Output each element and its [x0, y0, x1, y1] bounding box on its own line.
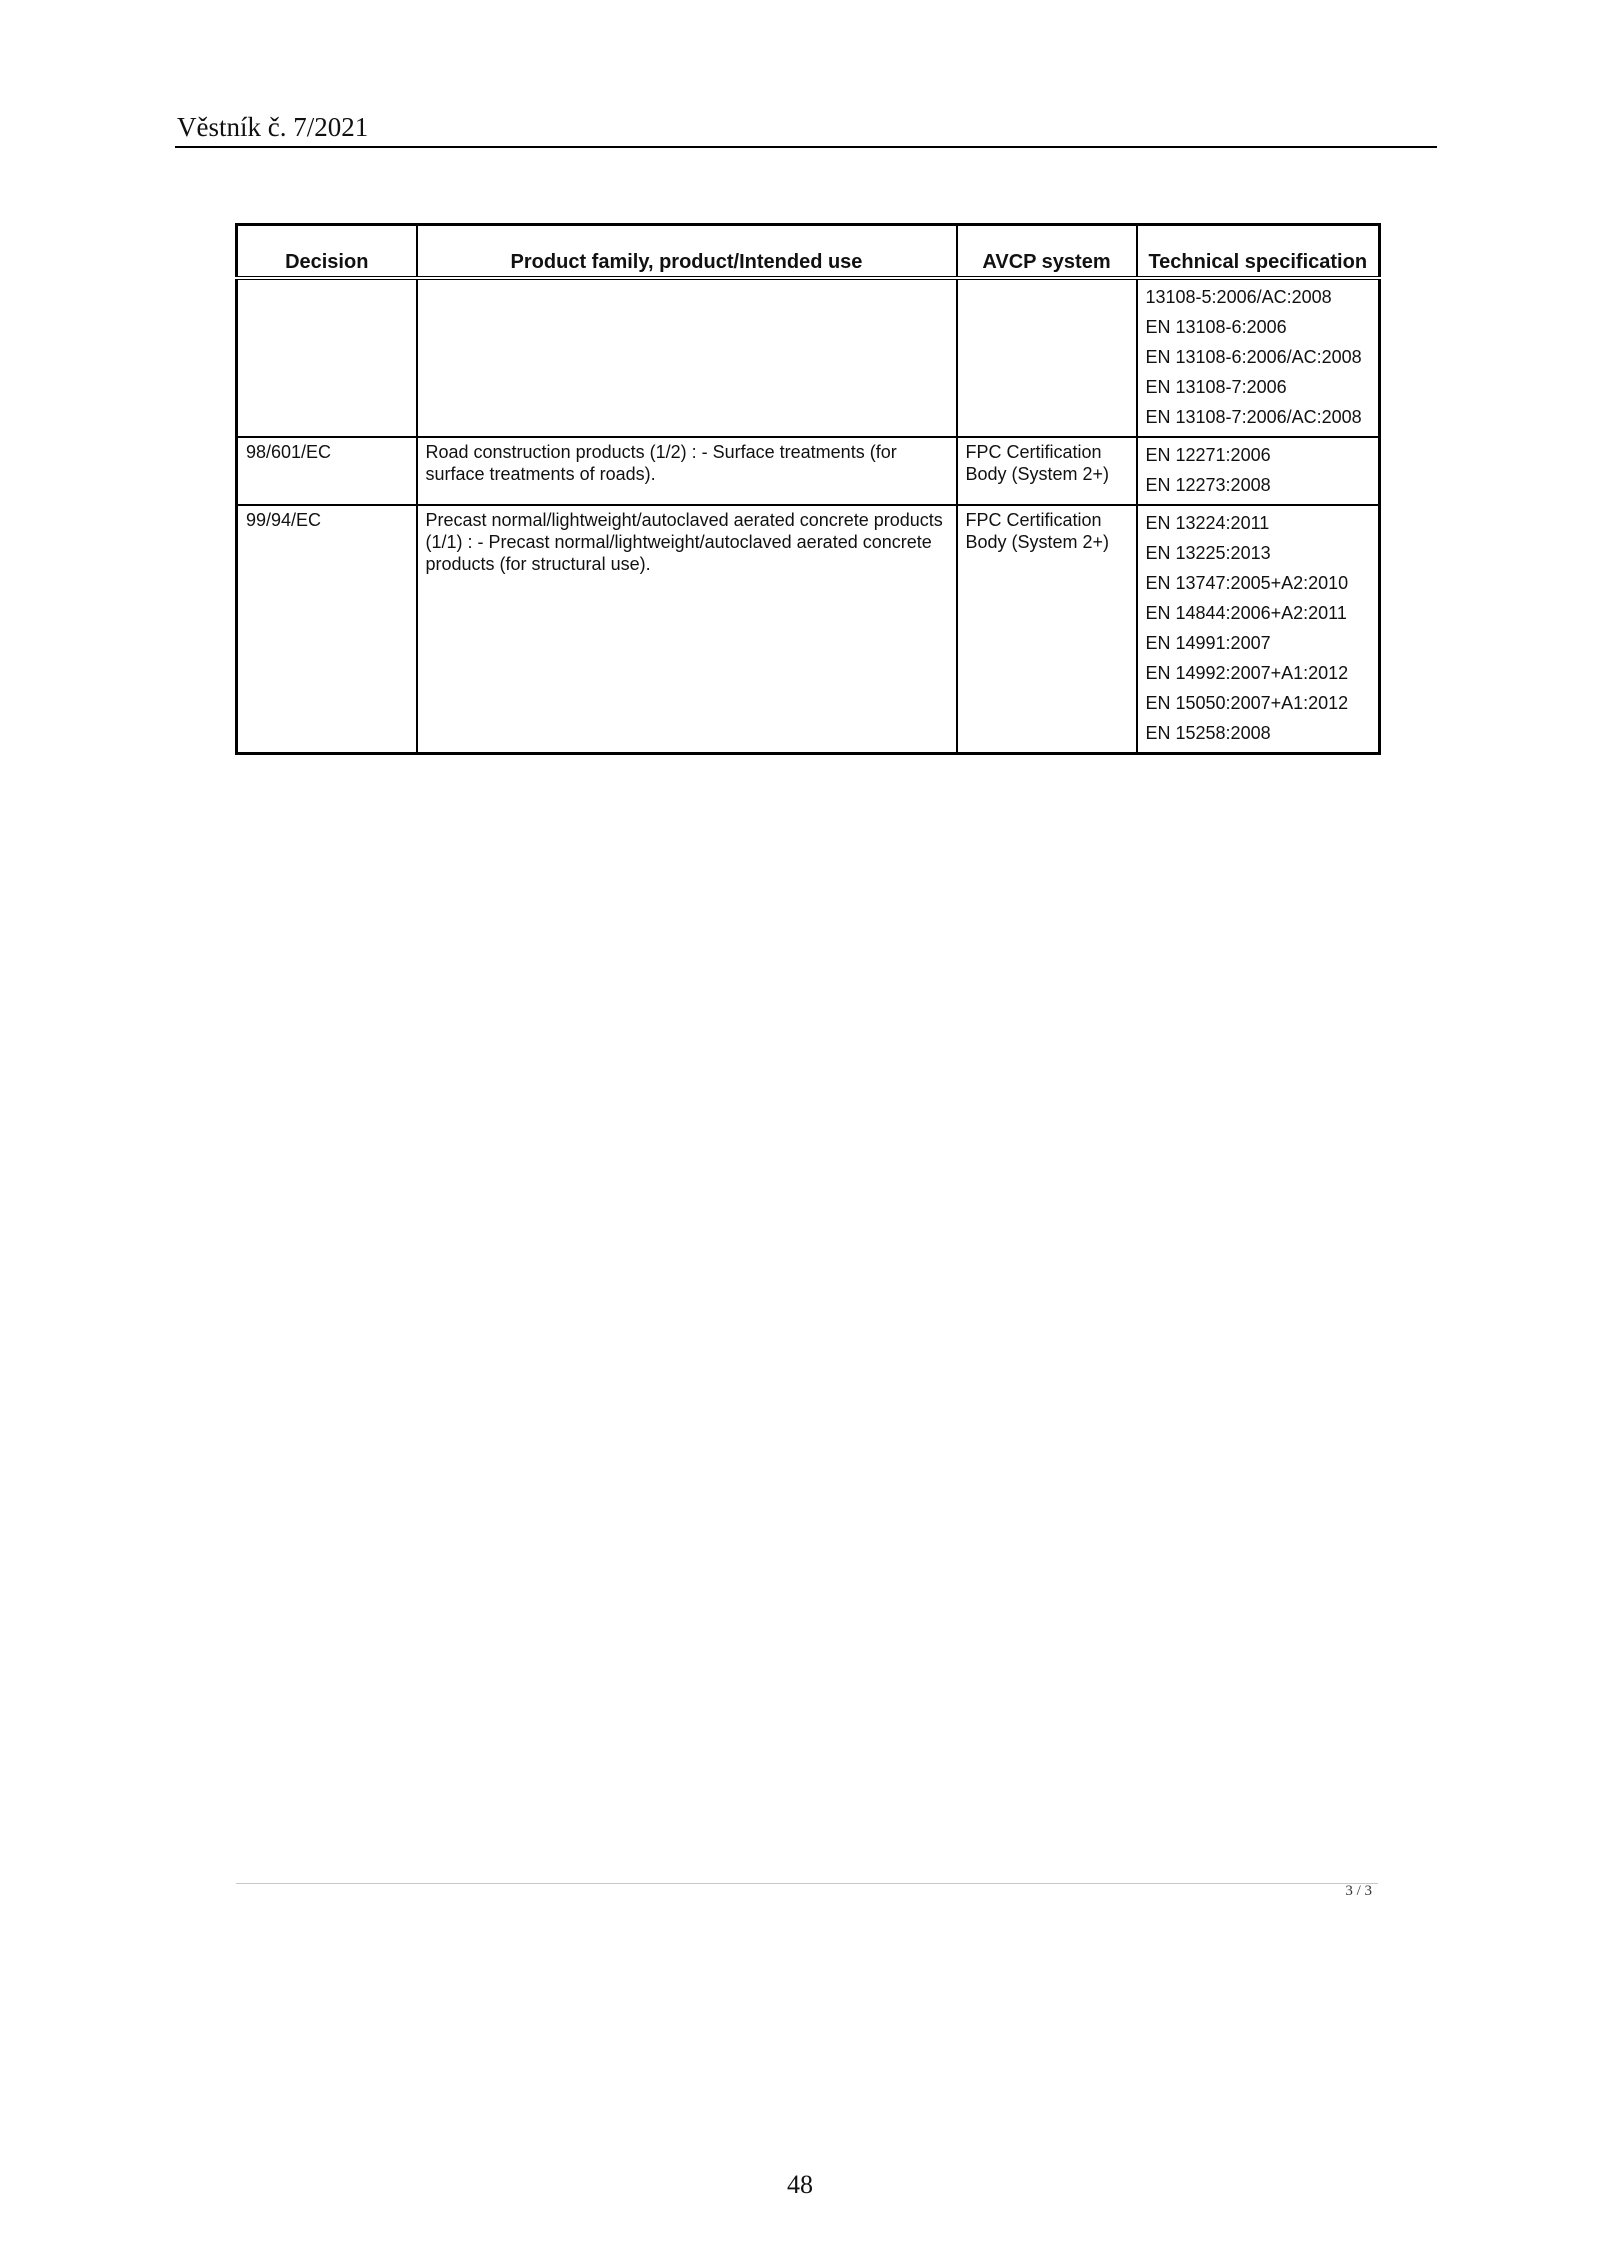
decision-cell: 99/94/EC — [237, 505, 417, 754]
product-cell: Precast normal/lightweight/autoclaved aerated concrete products (1/1) : - Precast normal/lightweight/autoclaved aerated concrete products (for structural use). — [417, 505, 957, 754]
table-row — [237, 278, 1380, 437]
spec-cell — [1137, 278, 1380, 437]
table-row — [237, 437, 1380, 505]
decision-cell — [237, 278, 417, 437]
spec-item: EN 13108-6:2006/AC:2008 — [1145, 347, 1362, 367]
page-number: 48 — [787, 2170, 813, 2199]
spec-item: EN 13108-7:2006/AC:2008 — [1145, 407, 1362, 427]
table-row — [237, 505, 1380, 754]
spec-item: EN 13108-6:2006 — [1145, 317, 1287, 337]
avcp-cell: FPC Certification Body (System 2+) — [957, 505, 1137, 754]
spec-item: EN 12271:2006 — [1145, 445, 1271, 465]
specification-table — [235, 223, 1381, 755]
decision-cell: 98/601/EC — [237, 437, 417, 505]
avcp-cell — [957, 278, 1137, 437]
spec-item: EN 13108-7:2006 — [1145, 377, 1287, 397]
table-header-row — [237, 225, 1380, 279]
spec-cell — [1137, 505, 1380, 754]
page-of-indicator: 3 / 3 — [1345, 1883, 1372, 1899]
avcp-cell: FPC Certification Body (System 2+) — [957, 437, 1137, 505]
product-cell: Road construction products (1/2) : - Surface treatments (for surface treatments of roads). — [417, 437, 957, 505]
spec-item: EN 14991:2007 — [1145, 633, 1271, 653]
spec-item: EN 15258:2008 — [1145, 723, 1271, 743]
header-avcp: AVCP system — [957, 225, 1137, 279]
spec-item: EN 13225:2013 — [1145, 543, 1271, 563]
spec-item: EN 12273:2008 — [1145, 475, 1271, 495]
footer-rule — [236, 1883, 1378, 1884]
spec-item: EN 13747:2005+A2:2010 — [1145, 573, 1349, 593]
header-rule — [175, 146, 1437, 148]
spec-cell — [1137, 437, 1380, 505]
bulletin-title: Věstník č. 7/2021 — [177, 112, 369, 142]
spec-item: EN 14844:2006+A2:2011 — [1145, 603, 1347, 623]
header-decision: Decision — [237, 225, 417, 279]
spec-item: EN 13224:2011 — [1145, 513, 1270, 533]
spec-item: 13108-5:2006/AC:2008 — [1145, 287, 1332, 307]
product-cell — [417, 278, 957, 437]
spec-item: EN 14992:2007+A1:2012 — [1145, 663, 1349, 683]
header-product: Product family, product/Intended use — [417, 225, 957, 279]
header-technical-spec: Technical specification — [1137, 225, 1380, 279]
spec-item: EN 15050:2007+A1:2012 — [1145, 693, 1349, 713]
